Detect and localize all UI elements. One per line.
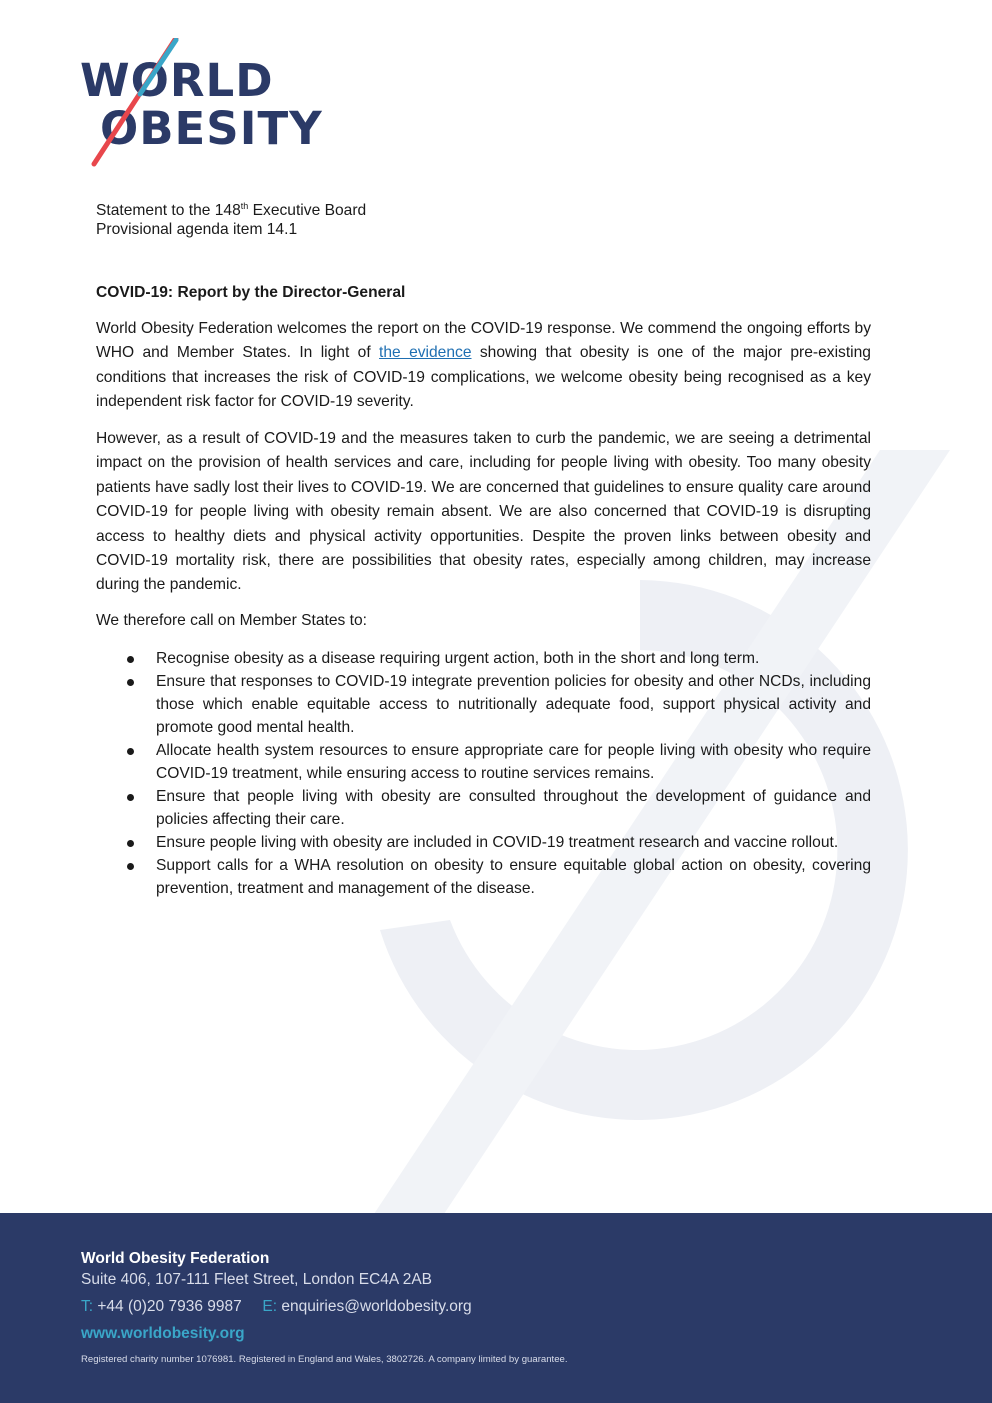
list-item <box>96 786 871 831</box>
footer-address: Suite 406, 107-111 Fleet Street, London EC4A 2AB <box>81 1271 432 1288</box>
paragraph-2: However, as a result of COVID-19 and the measures taken to curb the pandemic, we are seeing a detrimental impact on the provision of health services and care, including for people living with obesity. Too many obesity patients have sadly lost their lives to COVID-19. We are concerned that guidelines to ensure quality care around COVID-19 for people living with obesity remain absent. We are also concerned that COVID-19 is disrupting access to healthy diets and physical activity opportunities. Despite the proven links between obesity and COVID-19 mortality risk, there are possibilities that obesity rates, especially among children, may increase during the pandemic. <box>96 430 871 594</box>
list-item <box>96 855 871 900</box>
bullet-icon <box>127 863 134 870</box>
list-item-text: Ensure people living with obesity are included in COVID-19 treatment research and vaccine rollout. <box>156 834 839 851</box>
email-address[interactable]: enquiries@worldobesity.org <box>281 1298 472 1315</box>
logo-word-obesity: OBESITY <box>100 102 323 155</box>
list-item-text: Recognise obesity as a disease requiring urgent action, both in the short and long term. <box>156 650 760 667</box>
footer-org-name: World Obesity Federation <box>81 1250 270 1267</box>
bullet-icon <box>127 748 134 755</box>
website-link[interactable]: www.worldobesity.org <box>81 1325 245 1342</box>
logo-word-world: WORLD <box>80 54 274 107</box>
world-obesity-logo <box>80 38 323 168</box>
bullet-icon <box>127 794 134 801</box>
list-item <box>96 832 871 855</box>
bullet-icon <box>127 656 134 663</box>
logo-slash-icon <box>80 38 320 168</box>
evidence-link[interactable]: the evidence <box>379 344 472 362</box>
footer-contact <box>81 1298 472 1316</box>
call-to-action-list <box>96 648 871 901</box>
list-item-text: Ensure that people living with obesity are consulted throughout the development of guidance and policies affecting their care. <box>156 788 871 828</box>
paragraph-1 <box>96 317 871 415</box>
document-title: COVID-19: Report by the Director-General <box>96 284 406 301</box>
list-item <box>96 740 871 785</box>
list-item-text: Allocate health system resources to ensure appropriate care for people living with obesity who require COVID-19 treatment, while ensuring access to routine services remains. <box>156 742 871 782</box>
agenda-item-line: Provisional agenda item 14.1 <box>96 221 298 238</box>
paragraph-1-text-b: showing that obesity is one of the major pre-existing conditions that increases the risk of COVID-19 complications, we welcome obesity being recognised as a key independent risk factor for COVID-19 severity. <box>96 344 871 411</box>
registration-note: Registered charity number 1076981. Registered in England and Wales, 3802726. A company limited by guarantee. <box>81 1354 568 1365</box>
list-item <box>96 648 871 671</box>
paragraph-1-text-a: World Obesity Federation welcomes the report on the COVID-19 response. We commend the ongoing efforts by WHO and Member States. In light of <box>96 320 871 362</box>
statement-superscript: th <box>240 201 249 211</box>
phone-number[interactable]: +44 (0)20 7936 9987 <box>97 1298 242 1315</box>
phone-label: T: <box>81 1298 94 1315</box>
footer <box>0 1213 992 1403</box>
list-item-text: Ensure that responses to COVID-19 integrate prevention policies for obesity and other NCDs, including those which enable equitable access to nutritionally adequate food, support physical activity and promote good mental health. <box>156 673 871 736</box>
list-item <box>96 671 871 739</box>
list-item-text: Support calls for a WHA resolution on obesity to ensure equitable global action on obesity, covering prevention, treatment and management of the disease. <box>156 857 871 897</box>
paragraph-3: We therefore call on Member States to: <box>96 612 367 629</box>
email-label: E: <box>262 1298 278 1315</box>
statement-prefix: Statement to the 148 <box>96 202 241 220</box>
bullet-icon <box>127 840 134 847</box>
statement-suffix: Executive Board <box>248 202 367 220</box>
bullet-icon <box>127 679 134 686</box>
